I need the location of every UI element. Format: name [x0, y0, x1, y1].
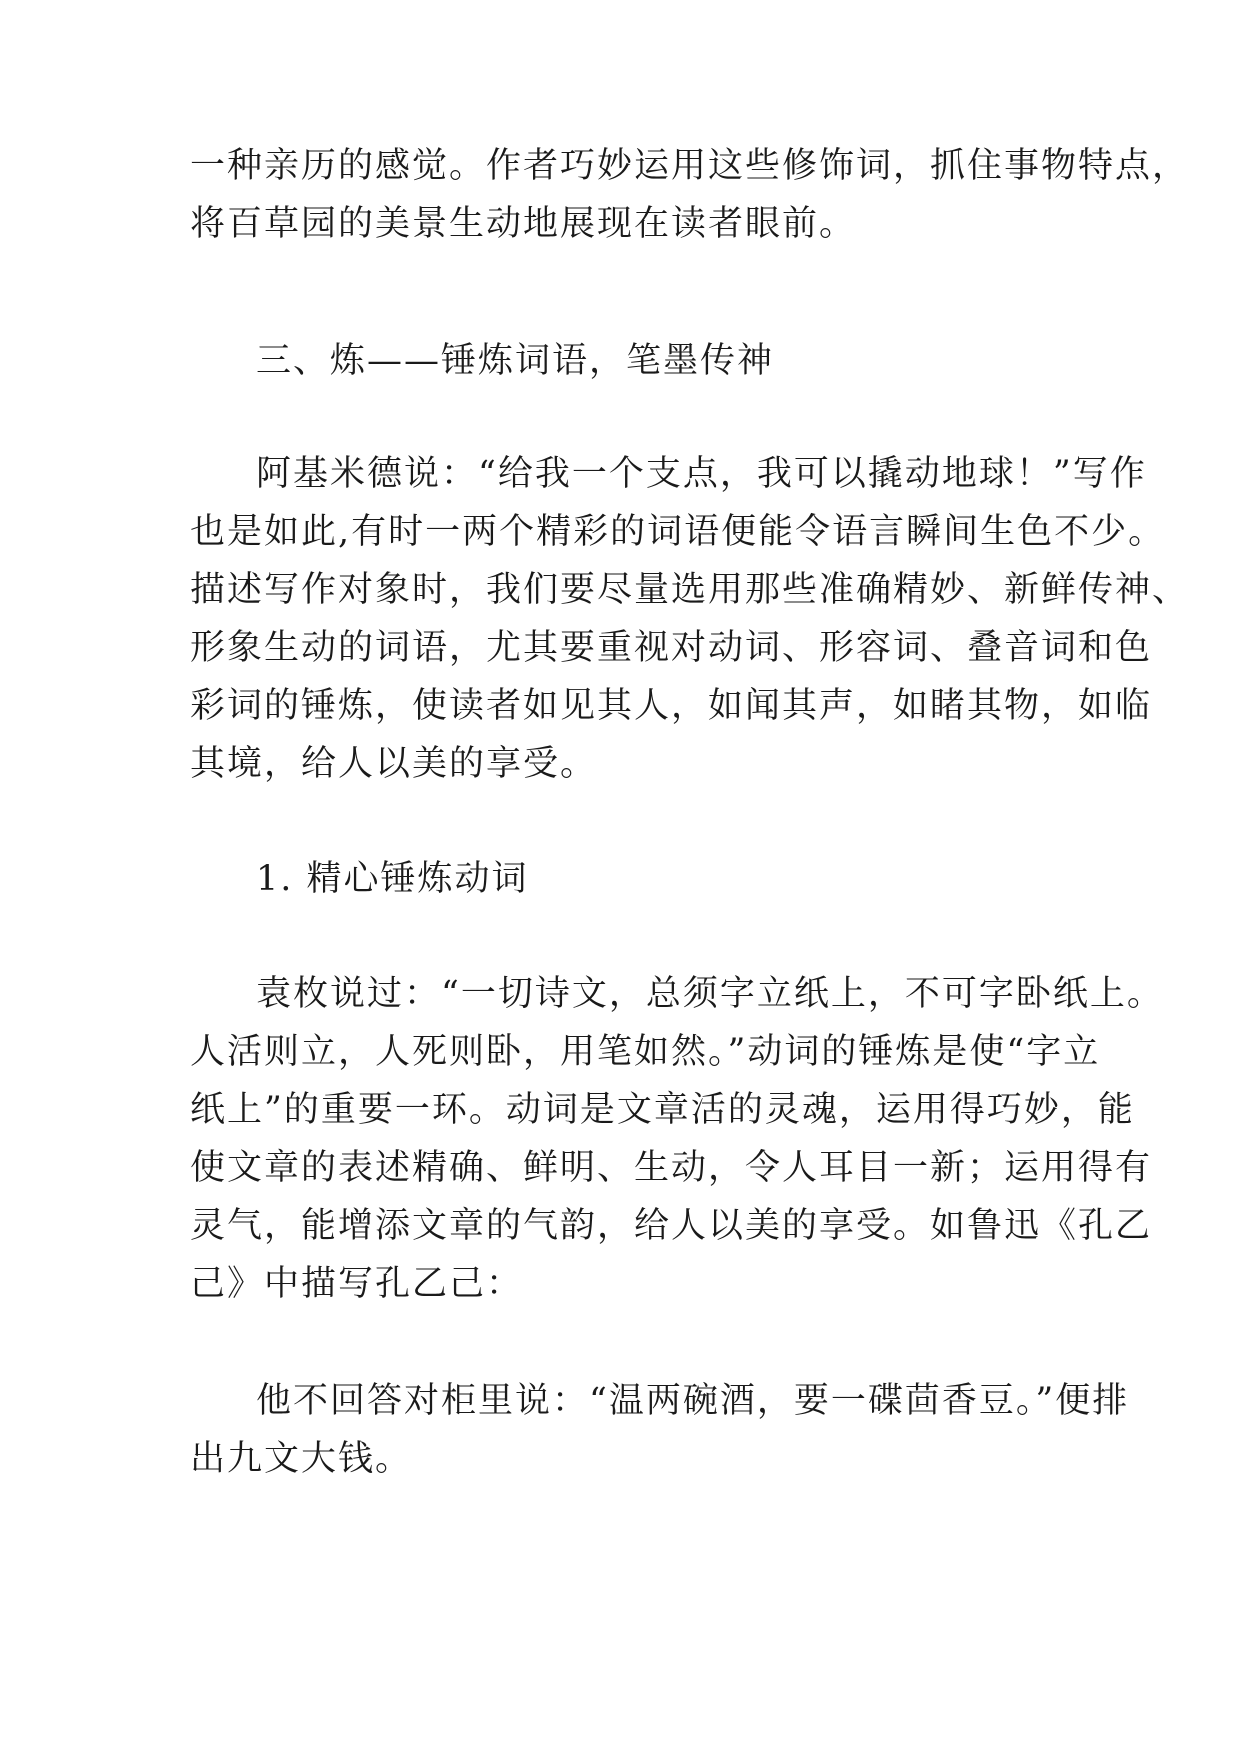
subsection-heading-text: 1. 精心锤炼动词 [256, 859, 529, 899]
paragraph-continuation [190, 137, 1190, 253]
section-heading-text: 三、炼——锤炼词语，笔墨传神 [256, 341, 775, 381]
paragraph-line: 袁枚说过：“一切诗文，总须字立纸上，不可字卧纸上。 [256, 974, 1164, 1014]
paragraph-line: 他不回答对柜里说：“温两碗酒，要一碟茴香豆。”便排 [256, 1381, 1130, 1421]
paragraph-line: 描述写作对象时，我们要尽量选用那些准确精妙、新鲜传神、 [190, 570, 1190, 610]
paragraph-line: 纸上”的重要一环。动词是文章活的灵魂，运用得巧妙，能 [190, 1090, 1135, 1130]
paragraph-line: 灵气，能增添文章的气韵，给人以美的享受。如鲁迅《孔乙 [190, 1206, 1153, 1246]
paragraph-archimedes [190, 445, 1190, 793]
paragraph-line: 使文章的表述精确、鲜明、生动，令人耳目一新；运用得有 [190, 1148, 1153, 1188]
paragraph-line: 己》中描写孔乙己： [190, 1264, 524, 1304]
paragraph-line: 阿基米德说：“给我一个支点，我可以撬动地球！”写作 [256, 454, 1147, 494]
paragraph-line: 人活则立，人死则卧，用笔如然。”动词的锤炼是使“字立 [190, 1032, 1101, 1072]
paragraph-line: 出九文大钱。 [190, 1439, 413, 1479]
paragraph-line: 也是如此,有时一两个精彩的词语便能令语言瞬间生色不少。 [190, 512, 1166, 552]
paragraph-line: 其境，给人以美的享受。 [190, 744, 598, 784]
section-heading [190, 332, 1070, 390]
paragraph-line: 一种亲历的感觉。作者巧妙运用这些修饰词，抓住事物特点， [190, 146, 1190, 186]
paragraph-yuanmei [190, 965, 1164, 1313]
paragraph-quote [190, 1372, 1130, 1488]
subsection-heading [190, 850, 1070, 908]
paragraph-line: 彩词的锤炼，使读者如见其人，如闻其声，如睹其物，如临 [190, 686, 1153, 726]
paragraph-line: 将百草园的美景生动地展现在读者眼前。 [190, 204, 857, 244]
paragraph-line: 形象生动的词语，尤其要重视对动词、形容词、叠音词和色 [190, 628, 1153, 668]
